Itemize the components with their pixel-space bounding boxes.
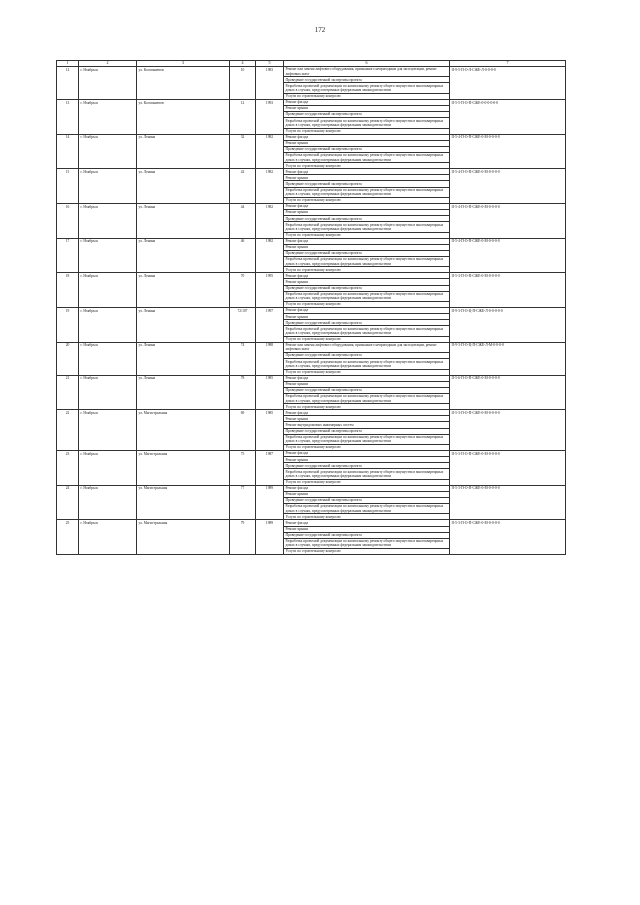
work-item: Услуги по строительному контролю [285, 549, 341, 554]
house-number-cell: 70 [230, 273, 256, 308]
city-cell: г. Ноябрьск [79, 169, 137, 204]
street-cell: ул. Ленина [137, 134, 230, 169]
work-item: Ремонт фасада [284, 486, 449, 492]
work-item: Услуги по строительному контролю [285, 480, 341, 485]
works-cell [284, 520, 450, 555]
street-cell: ул. Ленина [137, 342, 230, 375]
column-header: 2 [79, 61, 137, 67]
column-header: 6 [284, 61, 450, 67]
table-row [57, 410, 566, 451]
works-cell [284, 203, 450, 238]
column-header: 3 [137, 61, 230, 67]
house-number-cell: 44 [230, 203, 256, 238]
work-item: Проведение государственной экспертизы проекта [284, 251, 449, 257]
work-item: Услуги по строительному контролю [285, 94, 341, 99]
work-item: Разработка проектной документации по капитальному ремонту общего имущества в многоквартирных домах в случаях, предусмотренных федеральным законодательством [284, 292, 449, 302]
work-item: Ремонт фасада [284, 410, 449, 416]
work-item: Ремонт фасада [284, 520, 449, 526]
work-code-cell: II-5-5-П-О-П-СЖЕ-0-0-0-0-0-0 [450, 99, 566, 134]
work-item: Проведение государственной экспертизы проекта [284, 463, 449, 469]
work-item: Проведение государственной экспертизы проекта [284, 112, 449, 118]
work-item: Ремонт крыши [284, 106, 449, 112]
work-item: Услуги по строительному контролю [285, 302, 341, 307]
street-cell: ул. Космонавтов [137, 99, 230, 134]
work-item: Проведение государственной экспертизы проекта [284, 286, 449, 292]
house-number-cell: 12 [230, 99, 256, 134]
work-item: Разработка проектной документации по капитальному ремонту общего имущества в многоквартирных домах в случаях, предусмотренных федеральным законодательством [284, 118, 449, 128]
work-item: Услуги по строительному контролю [285, 404, 341, 409]
house-number-cell: 78 [230, 375, 256, 410]
house-number-cell: 69 [230, 410, 256, 451]
row-number: 23 [57, 451, 79, 486]
work-item: Проведение государственной экспертизы проекта [284, 533, 449, 539]
city-cell: г. Ноябрьск [79, 375, 137, 410]
table-row [57, 520, 566, 555]
work-item: Проведение государственной экспертизы проекта [284, 181, 449, 187]
work-item: Ремонт или замена лифтового оборудования, признанного непригодным для эксплуатации, ремонт лифтовых шахт [284, 67, 449, 77]
work-item: Ремонт крыши [284, 457, 449, 463]
work-code-cell: II-5-4-П-О-П-СЖЕ-0-М-0-0-0-0 [450, 169, 566, 204]
table-row [57, 342, 566, 375]
year-built-cell: 1989 [256, 520, 284, 555]
work-item: Ремонт фасада [284, 451, 449, 457]
street-cell: ул. Ленина [137, 308, 230, 343]
work-item: Услуги по строительному контролю [285, 198, 341, 203]
row-number: 13 [57, 99, 79, 134]
column-header: 7 [450, 61, 566, 67]
work-code-cell: II-5-3-П-О-П-СЖЕ-0-М-0-0-0-0 [450, 485, 566, 520]
works-cell [284, 308, 450, 343]
year-built-cell: 1982 [256, 134, 284, 169]
works-cell [284, 342, 450, 375]
work-code-cell: II-9-3-П-О-Ц-П-СЖЕ-Л-М-0-0-0-0 [450, 342, 566, 375]
work-item: Услуги по строительному контролю [285, 267, 341, 272]
house-number-cell: 75 [230, 451, 256, 486]
work-item: Разработка проектной документации по капитальному ремонту общего имущества в многоквартирных домах в случаях, предусмотренных федеральным законодательством [284, 153, 449, 163]
street-cell: ул. Ленина [137, 203, 230, 238]
row-number: 19 [57, 308, 79, 343]
work-item: Услуги по строительному контролю [285, 514, 341, 519]
row-number: 18 [57, 273, 79, 308]
work-item: Разработка проектной документации по капитальному ремонту общего имущества в многоквартирных домах в случаях, предусмотренных федеральным законодательством [284, 435, 449, 445]
work-item: Проведение государственной экспертизы проекта [284, 429, 449, 435]
table-row [57, 67, 566, 100]
city-cell: г. Ноябрьск [79, 238, 137, 273]
work-item: Разработка проектной документации по капитальному ремонту общего имущества в многоквартирных домах в случаях, предусмотренных федеральным законодательством [284, 469, 449, 479]
work-item: Проведение государственной экспертизы проекта [284, 498, 449, 504]
city-cell: г. Ноябрьск [79, 308, 137, 343]
work-item: Ремонт крыши [284, 314, 449, 320]
column-header: 5 [256, 61, 284, 67]
city-cell: г. Ноябрьск [79, 410, 137, 451]
street-cell: ул. Магистральная [137, 485, 230, 520]
row-number: 12 [57, 67, 79, 100]
row-number: 24 [57, 485, 79, 520]
street-cell: ул. Космонавтов [137, 67, 230, 100]
work-code-cell: II-5-6-П-О-П-СЖЕ-0-М-0-0-0-0 [450, 375, 566, 410]
street-cell: ул. Магистральная [137, 410, 230, 451]
table-row [57, 308, 566, 343]
table-row [57, 134, 566, 169]
work-item: Ремонт крыши [284, 279, 449, 285]
city-cell: г. Ноябрьск [79, 342, 137, 375]
column-header: 4 [230, 61, 256, 67]
table-row [57, 375, 566, 410]
works-cell [284, 273, 450, 308]
year-built-cell: 1989 [256, 485, 284, 520]
work-item: Ремонт крыши [284, 141, 449, 147]
city-cell: г. Ноябрьск [79, 134, 137, 169]
work-item: Услуги по строительному контролю [285, 128, 341, 133]
column-header: 1 [57, 61, 79, 67]
work-code-cell: II-5-3-П-О-П-СЖЕ-0-М-0-0-0-0 [450, 410, 566, 451]
work-item: Разработка проектной документации по капитальному ремонту общего имущества в многоквартирных домах в случаях, предусмотренных федеральным законодательством [284, 83, 449, 93]
year-built-cell: 1985 [256, 410, 284, 451]
row-number: 16 [57, 203, 79, 238]
work-code-cell: II-5-4-П-О-П-СЖЕ-0-М-0-0-0-0 [450, 238, 566, 273]
table-row [57, 203, 566, 238]
work-item: Ремонт крыши [284, 527, 449, 533]
table-row [57, 273, 566, 308]
work-item: Ремонт фасада [284, 273, 449, 279]
works-cell [284, 99, 450, 134]
work-item: Ремонт внутридомовых инженерных систем [284, 422, 449, 428]
house-number-cell: 74 [230, 342, 256, 375]
work-item: Разработка проектной документации по капитальному ремонту общего имущества в многоквартирных домах в случаях, предусмотренных федеральным законодательством [284, 504, 449, 514]
work-item: Разработка проектной документации по капитальному ремонту общего имущества в многоквартирных домах в случаях, предусмотренных федеральным законодательством [284, 188, 449, 198]
table-row [57, 451, 566, 486]
table-row [57, 169, 566, 204]
work-item: Ремонт фасада [284, 376, 449, 382]
city-cell: г. Ноябрьск [79, 485, 137, 520]
street-cell: ул. Ленина [137, 169, 230, 204]
works-cell [284, 410, 450, 451]
house-number-cell: 72/107 [230, 308, 256, 343]
city-cell: г. Ноябрьск [79, 520, 137, 555]
work-item: Проведение государственной экспертизы проекта [284, 216, 449, 222]
house-number-cell: 32 [230, 134, 256, 169]
street-cell: ул. Ленина [137, 273, 230, 308]
row-number: 20 [57, 342, 79, 375]
row-number: 15 [57, 169, 79, 204]
city-cell: г. Ноябрьск [79, 99, 137, 134]
row-number: 25 [57, 520, 79, 555]
work-item: Ремонт фасада [284, 135, 449, 141]
year-built-cell: 1985 [256, 375, 284, 410]
year-built-cell: 1987 [256, 451, 284, 486]
work-item: Проведение государственной экспертизы проекта [284, 320, 449, 326]
city-cell: г. Ноябрьск [79, 451, 137, 486]
street-cell: ул. Ленина [137, 238, 230, 273]
house-number-cell: 42 [230, 169, 256, 204]
row-number: 21 [57, 375, 79, 410]
works-cell [284, 134, 450, 169]
work-item: Услуги по строительному контролю [285, 232, 341, 237]
work-item: Разработка проектной документации по капитальному ремонту общего имущества в многоквартирных домах в случаях, предусмотренных федеральным законодательством [284, 359, 449, 369]
work-item: Ремонт фасада [284, 204, 449, 210]
works-cell [284, 451, 450, 486]
work-code-cell: II-5-4-П-О-П-СЖЕ-0-М-0-0-0-0 [450, 134, 566, 169]
work-item: Ремонт крыши [284, 245, 449, 251]
work-item: Разработка проектной документации по капитальному ремонту общего имущества в многоквартирных домах в случаях, предусмотренных федеральным законодательством [284, 326, 449, 336]
works-cell [284, 169, 450, 204]
street-cell: ул. Магистральная [137, 520, 230, 555]
row-number: 14 [57, 134, 79, 169]
city-cell: г. Ноябрьск [79, 203, 137, 238]
work-code-cell: II-5-3-П-О-П-СЖЕ-0-М-0-0-0-0 [450, 451, 566, 486]
table-row [57, 238, 566, 273]
work-item: Ремонт крыши [284, 382, 449, 388]
year-built-cell: 1995 [256, 273, 284, 308]
work-item: Проведение государственной экспертизы проекта [284, 388, 449, 394]
work-item: Ремонт фасада [284, 100, 449, 106]
house-number-cell: 79 [230, 520, 256, 555]
table-body [57, 67, 566, 555]
work-item: Услуги по строительному контролю [285, 337, 341, 342]
year-built-cell: 1982 [256, 169, 284, 204]
works-cell [284, 485, 450, 520]
work-code-cell: II-5-3-П-О-П-СЖЕ-0-М-0-0-0-0 [450, 273, 566, 308]
work-item: Проведение государственной экспертизы проекта [284, 353, 449, 359]
year-built-cell: 1982 [256, 203, 284, 238]
house-number-cell: 10 [230, 67, 256, 100]
city-cell: г. Ноябрьск [79, 273, 137, 308]
work-item: Услуги по строительному контролю [285, 369, 341, 374]
work-item: Проведение государственной экспертизы проекта [284, 147, 449, 153]
repair-register-table [56, 60, 566, 555]
work-item: Разработка проектной документации по капитальному ремонту общего имущества в многоквартирных домах в случаях, предусмотренных федеральным законодательством [284, 257, 449, 267]
work-item: Услуги по строительному контролю [285, 163, 341, 168]
work-code-cell: II-9-5-П-О-Л-СЖЕ-Л-0-0-0-0 [450, 67, 566, 100]
year-built-cell: 1997 [256, 308, 284, 343]
work-item: Ремонт или замена лифтового оборудования, признанного непригодным для эксплуатации, ремонт лифтовых шахт [284, 343, 449, 353]
work-item: Проведение государственной экспертизы проекта [284, 77, 449, 83]
work-item: Ремонт фасада [284, 308, 449, 314]
house-number-cell: 46 [230, 238, 256, 273]
work-item: Ремонт фасада [284, 239, 449, 245]
house-number-cell: 77 [230, 485, 256, 520]
work-code-cell: II-9-3-П-О-Ц-П-СЖЕ-Л-0-0-0-0-0 [450, 308, 566, 343]
work-item: Разработка проектной документации по капитальному ремонту общего имущества в многоквартирных домах в случаях, предусмотренных федеральным законодательством [284, 539, 449, 549]
city-cell: г. Ноябрьск [79, 67, 137, 100]
year-built-cell: 1993 [256, 99, 284, 134]
table-row [57, 99, 566, 134]
work-code-cell: II-5-4-П-О-П-СЖЕ-0-М-0-0-0-0 [450, 203, 566, 238]
works-cell [284, 238, 450, 273]
page-number: 172 [314, 26, 326, 34]
work-item: Ремонт крыши [284, 175, 449, 181]
work-item: Ремонт крыши [284, 210, 449, 216]
works-cell [284, 67, 450, 100]
work-item: Услуги по строительному контролю [285, 445, 341, 450]
table-row [57, 485, 566, 520]
year-built-cell: 1982 [256, 238, 284, 273]
year-built-cell: 1988 [256, 342, 284, 375]
year-built-cell: 1983 [256, 67, 284, 100]
street-cell: ул. Магистральная [137, 451, 230, 486]
row-number: 22 [57, 410, 79, 451]
work-item: Ремонт крыши [284, 492, 449, 498]
work-item: Ремонт крыши [284, 416, 449, 422]
street-cell: ул. Ленина [137, 375, 230, 410]
works-cell [284, 375, 450, 410]
work-item: Ремонт фасада [284, 169, 449, 175]
work-item: Разработка проектной документации по капитальному ремонту общего имущества в многоквартирных домах в случаях, предусмотренных федеральным законодательством [284, 222, 449, 232]
work-code-cell: II-5-3-П-О-П-СЖЕ-0-М-0-0-0-0 [450, 520, 566, 555]
row-number: 17 [57, 238, 79, 273]
work-item: Разработка проектной документации по капитальному ремонту общего имущества в многоквартирных домах в случаях, предусмотренных федеральным законодательством [284, 394, 449, 404]
